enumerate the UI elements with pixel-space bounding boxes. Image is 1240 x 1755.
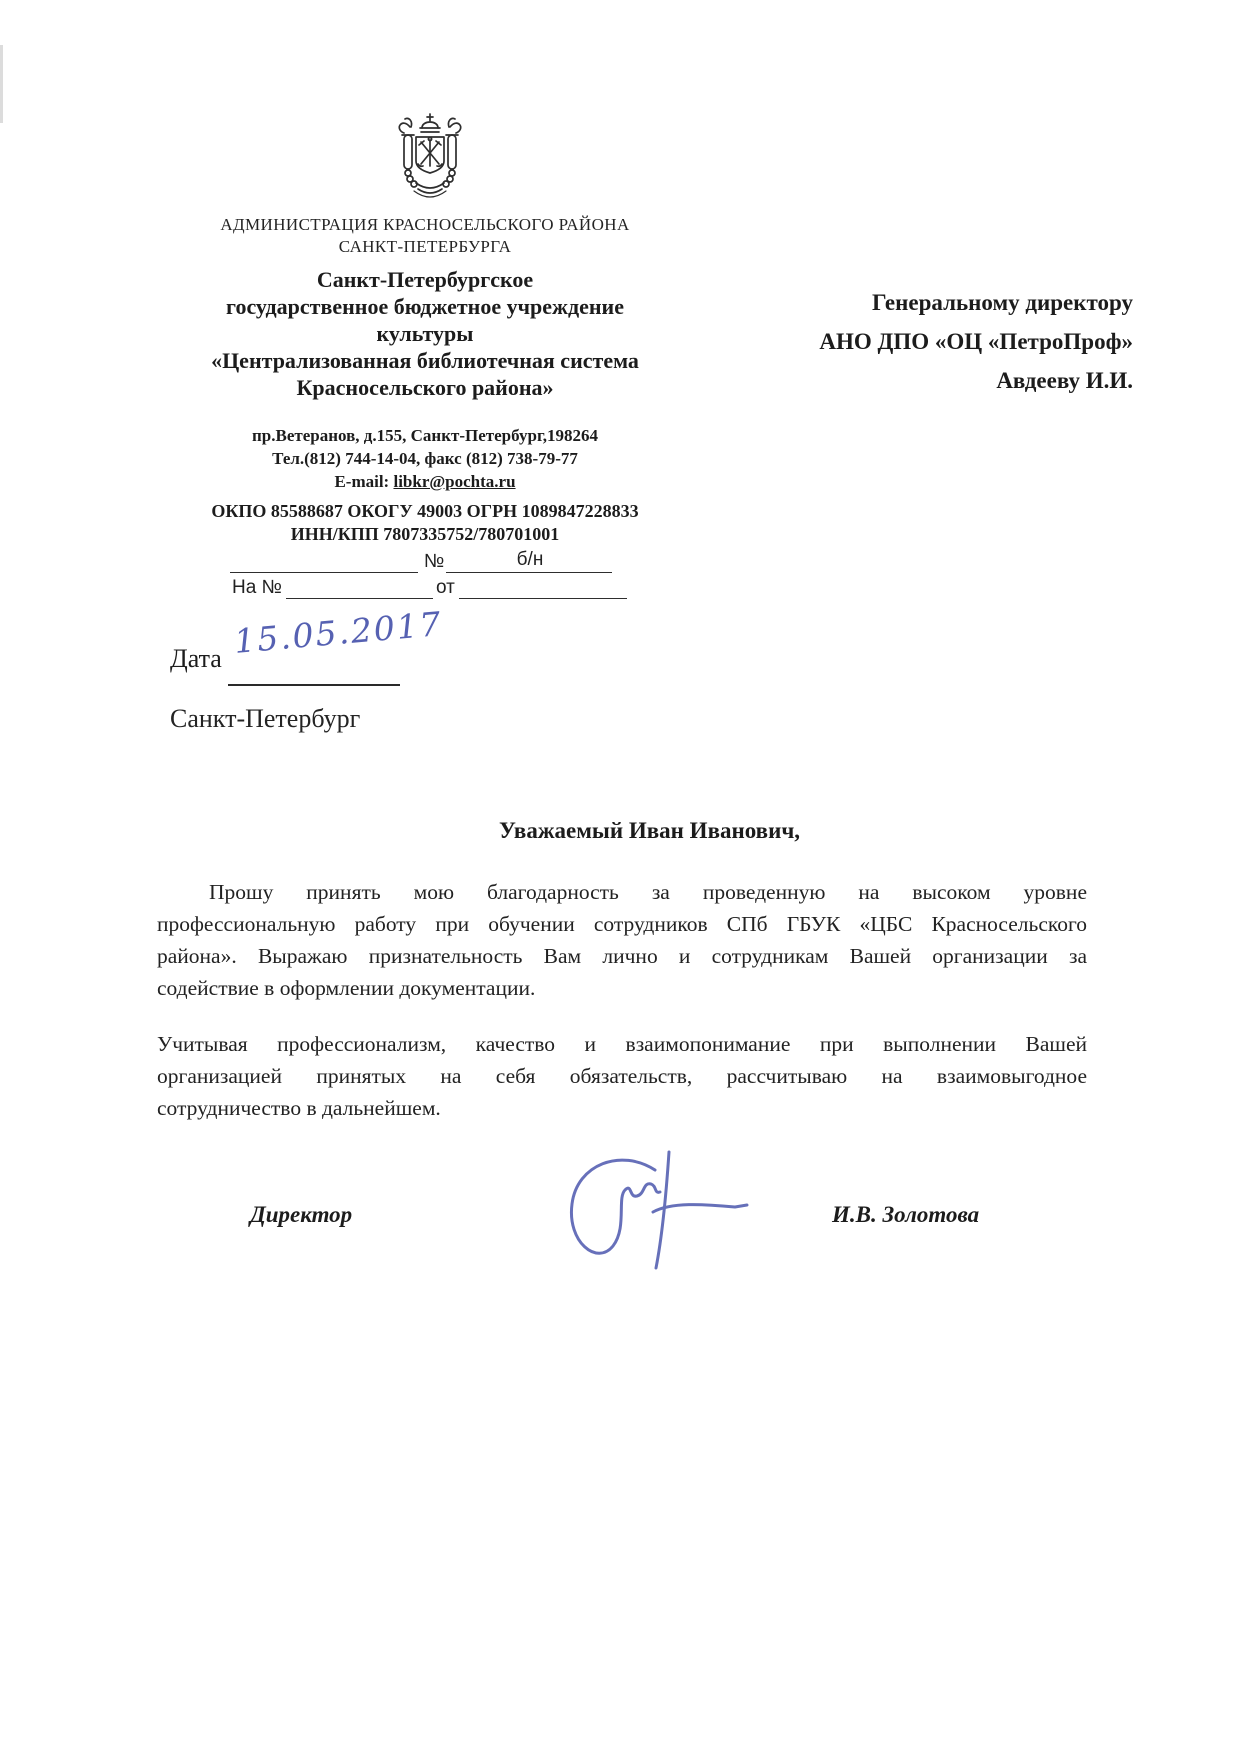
paragraph-line: организацией принятых на себя обязательств, рассчитываю на взаимовыгодное xyxy=(157,1064,1087,1088)
postal-address: пр.Ветеранов, д.155, Санкт-Петербург,198264 xyxy=(252,426,598,445)
paragraph-line: района». Выражаю признательность Вам лично и сотрудникам Вашей организации за xyxy=(157,944,1087,968)
recipient-line: Генеральному директору xyxy=(872,290,1133,315)
recipient-line: АНО ДПО «ОЦ «ПетроПроф» xyxy=(819,329,1133,354)
on-number-blank-line xyxy=(286,576,433,599)
coat-of-arms-icon xyxy=(386,110,474,202)
signer-name: И.В. Золотова xyxy=(832,1202,980,1227)
handwritten-date: 15.05.2017 xyxy=(232,603,445,661)
signature-ink-icon xyxy=(553,1146,761,1278)
date-underline xyxy=(228,656,400,686)
salutation: Уважаемый Иван Иванович, xyxy=(498,818,801,843)
paragraph-line: Прошу принять мою благодарность за проведенную на высоком уровне xyxy=(209,880,1087,904)
phone-fax: Тел.(812) 744-14-04, факс (812) 738-79-77 xyxy=(272,449,578,468)
administration-header xyxy=(145,214,705,258)
registration-codes xyxy=(145,500,705,546)
email-address: libkr@pochta.ru xyxy=(393,472,516,491)
from-date-blank-line xyxy=(459,576,627,599)
codes-line: ОКПО 85588687 ОКОГУ 49003 ОГРН 1089847228833 xyxy=(211,501,639,521)
paragraph-line: профессиональную работу при обучении сотрудников СПб ГБУК «ЦБС Красносельского xyxy=(157,912,1087,936)
paragraph-line: сотрудничество в дальнейшем. xyxy=(157,1096,441,1120)
date-label: Дата xyxy=(170,644,222,673)
email-label: E-mail: xyxy=(334,472,390,491)
codes-line: ИНН/КПП 7807335752/780701001 xyxy=(290,524,560,544)
contact-block xyxy=(145,424,705,493)
paragraph-line: Учитывая профессионализм, качество и взаимопонимание при выполнении Вашей xyxy=(157,1032,1087,1056)
administration-line: САНКТ-ПЕТЕРБУРГА xyxy=(338,237,512,256)
signer-title: Директор xyxy=(250,1202,353,1227)
recipient-block xyxy=(713,283,1133,400)
organization-line: государственное бюджетное учреждение xyxy=(226,294,624,319)
number-sign-label: № xyxy=(424,551,445,572)
email-line xyxy=(145,470,705,493)
administration-line: АДМИНИСТРАЦИЯ КРАСНОСЕЛЬСКОГО РАЙОНА xyxy=(220,215,630,234)
organization-line: культуры xyxy=(376,321,474,346)
from-label: от xyxy=(436,577,455,598)
scan-edge-artifact xyxy=(0,45,3,123)
number-value: б/н xyxy=(516,549,544,570)
organization-line: Красносельского района» xyxy=(296,375,554,400)
organization-line: Санкт-Петербургское xyxy=(316,267,534,292)
body-paragraph xyxy=(157,1028,1087,1124)
city-line: Санкт-Петербург xyxy=(170,704,361,733)
organization-line: «Централизованная библиотечная система xyxy=(211,348,639,373)
recipient-line: Авдееву И.И. xyxy=(996,368,1133,393)
paragraph-line: содействие в оформлении документации. xyxy=(157,976,536,1000)
on-number-label: На № xyxy=(232,577,282,598)
organization-name xyxy=(145,266,705,401)
outgoing-number-blank-line xyxy=(230,550,418,573)
body-paragraph xyxy=(157,876,1087,1004)
